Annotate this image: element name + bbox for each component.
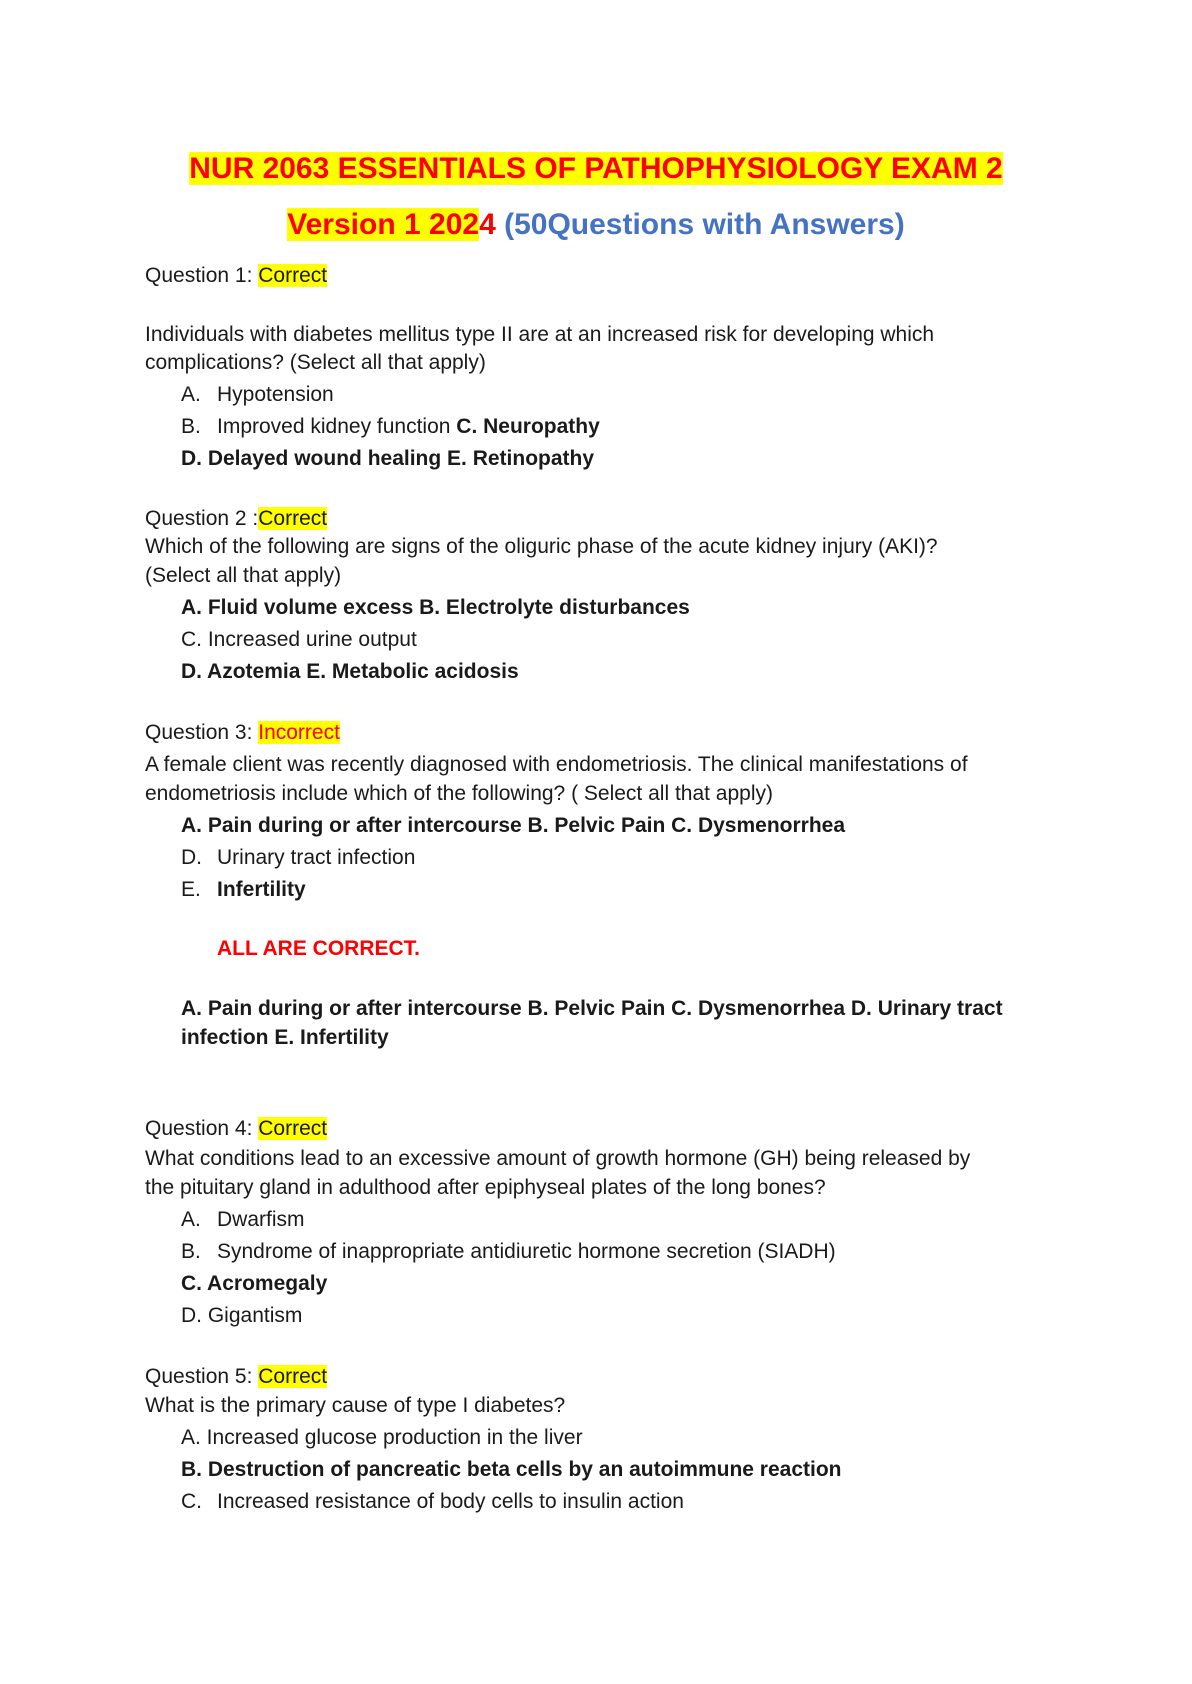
q4-option-a-letter: A. bbox=[181, 1208, 201, 1231]
q4-label: Question 4: bbox=[145, 1117, 259, 1140]
document-title-line-1 bbox=[0, 150, 1192, 188]
q1-text-line-2: complications? (Select all that apply) bbox=[145, 351, 486, 374]
q3-correction-note: ALL ARE CORRECT. bbox=[217, 937, 421, 960]
q5-option-a: A. Increased glucose production in the liver bbox=[181, 1426, 583, 1449]
q1-option-b-text: Improved kidney function bbox=[217, 415, 457, 438]
q4-status-badge: Correct bbox=[258, 1117, 328, 1140]
q1-option-a-text: Hypotension bbox=[217, 383, 334, 406]
q2-label: Question 2 : bbox=[145, 507, 259, 530]
q2-option-ab-correct: A. Fluid volume excess B. Electrolyte disturbances bbox=[181, 596, 690, 619]
document-title-line-2 bbox=[0, 206, 1192, 244]
q2-status-badge: Correct bbox=[258, 507, 328, 530]
q3-answer-line-2: infection E. Infertility bbox=[181, 1026, 389, 1049]
q4-header bbox=[145, 1115, 327, 1143]
q5-option-b-correct: B. Destruction of pancreatic beta cells by an autoimmune reaction bbox=[181, 1458, 842, 1481]
q3-option-d-letter: D. bbox=[181, 846, 202, 869]
q3-header bbox=[145, 719, 340, 747]
q3-option-e bbox=[181, 876, 306, 904]
q5-option-c-letter: C. bbox=[181, 1490, 202, 1513]
q1-text-line-1: Individuals with diabetes mellitus type II are at an increased risk for developing which bbox=[145, 323, 935, 346]
q3-option-e-letter: E. bbox=[181, 878, 201, 901]
q3-answer-line-1: A. Pain during or after intercourse B. Pelvic Pain C. Dysmenorrhea D. Urinary tract bbox=[181, 997, 1003, 1020]
q3-text-line-1: A female client was recently diagnosed with endometriosis. The clinical manifestations of bbox=[145, 753, 968, 776]
q5-option-c-text: Increased resistance of body cells to insulin action bbox=[217, 1490, 684, 1513]
q2-option-de-correct: D. Azotemia E. Metabolic acidosis bbox=[181, 660, 519, 683]
q2-text-line-2: (Select all that apply) bbox=[145, 564, 342, 587]
q3-option-d bbox=[181, 844, 415, 872]
q1-option-a-letter: A. bbox=[181, 383, 201, 406]
title-version-tail: 4 bbox=[479, 208, 496, 241]
q3-option-abc-correct: A. Pain during or after intercourse B. Pelvic Pain C. Dysmenorrhea bbox=[181, 814, 846, 837]
q2-header bbox=[145, 505, 327, 533]
q5-text-line-1: What is the primary cause of type I diabetes? bbox=[145, 1394, 566, 1417]
q1-status-badge: Correct bbox=[258, 264, 328, 287]
q1-option-c-correct: C. Neuropathy bbox=[456, 415, 600, 438]
q5-header bbox=[145, 1363, 327, 1391]
q4-option-b bbox=[181, 1238, 836, 1266]
q1-header bbox=[145, 262, 327, 290]
q4-option-d: D. Gigantism bbox=[181, 1304, 303, 1327]
title-subtitle: (50Questions with Answers) bbox=[495, 208, 905, 241]
title-main: NUR 2063 ESSENTIALS OF PATHOPHYSIOLOGY EXAM 2 bbox=[189, 152, 1003, 185]
q3-option-e-text: Infertility bbox=[217, 878, 306, 901]
q5-label: Question 5: bbox=[145, 1365, 259, 1388]
q1-label: Question 1: bbox=[145, 264, 259, 287]
title-version: Version 1 202 bbox=[287, 208, 480, 241]
q4-option-a-text: Dwarfism bbox=[217, 1208, 305, 1231]
q1-option-a bbox=[181, 381, 334, 409]
q1-option-b bbox=[181, 413, 600, 441]
q3-option-d-text: Urinary tract infection bbox=[217, 846, 416, 869]
q3-label: Question 3: bbox=[145, 721, 259, 744]
q4-text-line-2: the pituitary gland in adulthood after epiphyseal plates of the long bones? bbox=[145, 1176, 826, 1199]
q4-option-c-correct: C. Acromegaly bbox=[181, 1272, 328, 1295]
q4-option-b-text: Syndrome of inappropriate antidiuretic hormone secretion (SIADH) bbox=[217, 1240, 836, 1263]
q2-text-line-1: Which of the following are signs of the oliguric phase of the acute kidney injury (AKI)? bbox=[145, 535, 938, 558]
q1-option-b-letter: B. bbox=[181, 415, 201, 438]
q4-option-b-letter: B. bbox=[181, 1240, 201, 1263]
q2-option-c: C. Increased urine output bbox=[181, 628, 417, 651]
q1-option-de-correct: D. Delayed wound healing E. Retinopathy bbox=[181, 447, 595, 470]
q3-text-line-2: endometriosis include which of the following? ( Select all that apply) bbox=[145, 782, 774, 805]
q5-option-c bbox=[181, 1488, 684, 1516]
q3-status-badge: Incorrect bbox=[258, 721, 340, 744]
q4-option-a bbox=[181, 1206, 305, 1234]
q4-text-line-1: What conditions lead to an excessive amount of growth hormone (GH) being released by bbox=[145, 1147, 971, 1170]
q5-status-badge: Correct bbox=[258, 1365, 328, 1388]
